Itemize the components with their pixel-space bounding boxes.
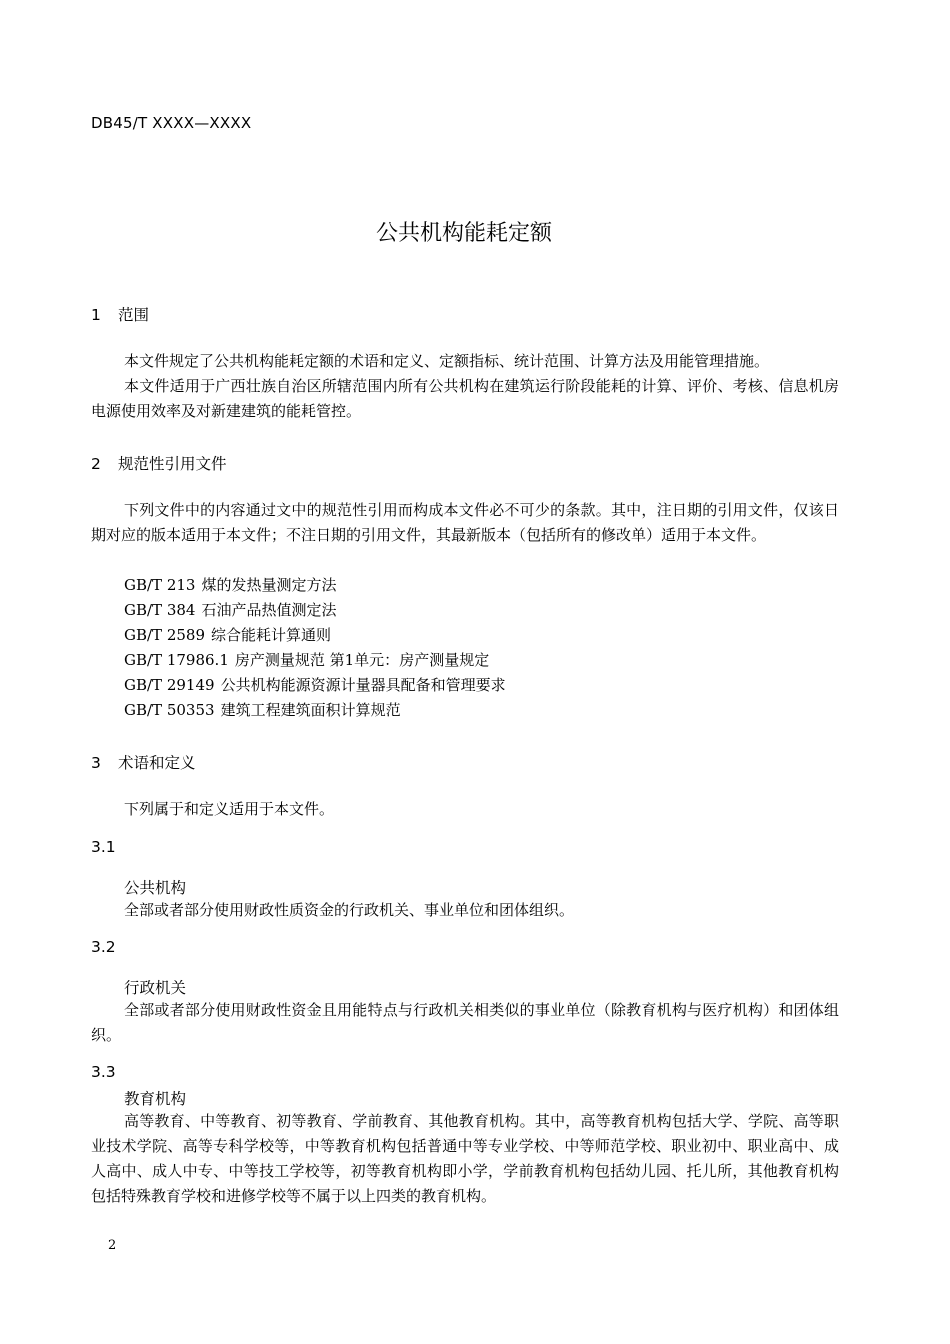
term-name: 公共机构 — [124, 879, 187, 897]
subsection-number: 3.3 — [91, 1063, 116, 1081]
term-definition: 全部或者部分使用财政性质资金的行政机关、事业单位和团体组织。 — [124, 901, 575, 919]
reference-item — [124, 573, 336, 598]
section-title: 规范性引用文件 — [118, 455, 227, 473]
reference-name: 建筑工程建筑面积计算规范 — [220, 701, 401, 719]
term-definition: 全部或者部分使用财政性资金且用能特点与行政机关相类似的事业单位（除教育机构与医疗机构）和团体组织。 — [91, 1001, 839, 1044]
reference-name: 公共机构能源资源计量器具配备和管理要求 — [220, 676, 506, 694]
reference-name: 石油产品热值测定法 — [201, 601, 337, 619]
reference-code: GB/T 2589 — [124, 626, 206, 644]
reference-item — [124, 673, 506, 698]
reference-item — [124, 598, 336, 623]
standard-code: DB45/T XXXX—XXXX — [91, 114, 252, 132]
paragraph: 下列文件中的内容通过文中的规范性引用而构成本文件必不可少的条款。其中，注日期的引用文件，仅该日期对应的版本适用于本文件；不注日期的引用文件，其最新版本（包括所有的修改单）适用于本文件。 — [91, 501, 839, 544]
section-3-heading — [91, 751, 196, 773]
section-1-heading — [91, 303, 149, 325]
paragraph: 本文件适用于广西壮族自治区所辖范围内所有公共机构在建筑运行阶段能耗的计算、评价、考核、信息机房电源使用效率及对新建建筑的能耗管控。 — [91, 377, 839, 420]
term-definition: 高等教育、中等教育、初等教育、学前教育、其他教育机构。其中，高等教育机构包括大学、学院、高等职业技术学院、高等专科学校等，中等教育机构包括普通中等专业学校、中等师范学校、职业初中、职业高中、成人高中、成人中专、中等技工学校等，初等教育机构即小学，学前教育机构包括幼儿园、托儿所，其他教育机构包括特殊教育学校和进修学校等不属于以上四类的教育机构。 — [91, 1112, 839, 1205]
section-title: 术语和定义 — [118, 754, 196, 772]
term-name: 行政机关 — [124, 979, 187, 997]
section-2-heading — [91, 452, 227, 474]
section-number: 3 — [91, 754, 101, 772]
reference-code: GB/T 17986.1 — [124, 651, 229, 669]
reference-code: GB/T 213 — [124, 576, 196, 594]
reference-code: GB/T 384 — [124, 601, 196, 619]
reference-name: 房产测量规范 第1单元：房产测量规定 — [234, 651, 490, 669]
reference-code: GB/T 50353 — [124, 701, 215, 719]
paragraph: 本文件规定了公共机构能耗定额的术语和定义、定额指标、统计范围、计算方法及用能管理措施。 — [124, 352, 770, 370]
reference-item — [124, 648, 489, 673]
reference-item — [124, 698, 401, 723]
page-number: 2 — [108, 1238, 117, 1253]
section-number: 2 — [91, 455, 101, 473]
section-title: 范围 — [118, 306, 150, 324]
reference-item — [124, 623, 331, 648]
reference-code: GB/T 29149 — [124, 676, 215, 694]
subsection-number: 3.1 — [91, 838, 116, 856]
reference-name: 煤的发热量测定方法 — [201, 576, 337, 594]
term-name: 教育机构 — [124, 1090, 187, 1108]
reference-name: 综合能耗计算通则 — [211, 626, 332, 644]
section-number: 1 — [91, 306, 101, 324]
document-title: 公共机构能耗定额 — [375, 221, 552, 246]
paragraph: 下列属于和定义适用于本文件。 — [124, 800, 335, 818]
subsection-number: 3.2 — [91, 938, 116, 956]
